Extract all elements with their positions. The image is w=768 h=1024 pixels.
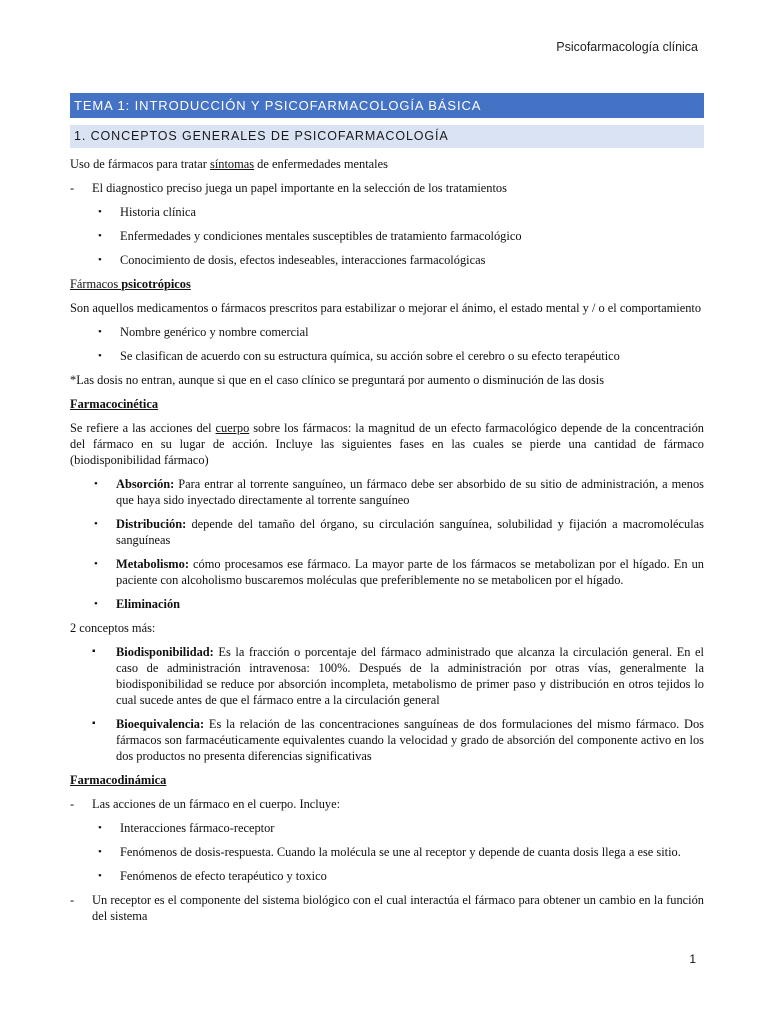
dash-marker: -	[70, 181, 75, 195]
farmacodinamica-line1	[70, 796, 704, 812]
list-item-text: Se clasifican de acuerdo con su estructura química, su acción sobre el cerebro o su efecto terapéutico	[120, 349, 620, 363]
intro-text-pre: Uso de fármacos para tratar	[70, 157, 211, 171]
list-item	[70, 348, 704, 364]
phase-item-distribucion	[70, 516, 704, 548]
psicotropicos-heading-a: Fármacos	[70, 277, 122, 291]
dash-marker: -	[70, 893, 75, 907]
intro-underlined-word: síntomas	[210, 157, 255, 171]
bullet-icon: •	[94, 518, 98, 530]
list-item-text: Conocimiento de dosis, efectos indeseables, interacciones farmacológicas	[120, 253, 486, 267]
farmacodinamica-line2	[70, 892, 704, 924]
phase-term: Eliminación	[116, 597, 181, 611]
phase-term: Distribución:	[116, 517, 187, 531]
list-item-text: Fenómenos de dosis-respuesta. Cuando la molécula se une al receptor y depende de cuanta dosis llega a ese sitio.	[120, 845, 681, 859]
list-item	[70, 820, 704, 836]
farmacodinamica-heading-text: Farmacodinámica	[70, 773, 167, 787]
bullet-icon: •	[94, 478, 98, 490]
list-item-text: Fenómenos de efecto terapéutico y toxico	[120, 869, 327, 883]
bullet-icon: •	[98, 254, 102, 266]
concept-text: Es la fracción o porcentaje del fármaco administrado que alcanza la circulación general. En el caso de administración intravenosa: 100%. Después de la administración por otras vías, generalmente la biodisponibilidad se reduce por absorción incompleta, metabolismo de primer paso y distribución en otros tejidos lo cual sucede antes de que el fármaco entre a la circulación general	[116, 645, 704, 707]
phase-text: Para entrar al torrente sanguíneo, un fármaco debe ser absorbido de su sitio de administración, a menos que haya sido inyectado directamente al torrente sanguíneo	[116, 477, 704, 507]
concept-item-bioequivalencia	[70, 716, 704, 764]
document-body	[70, 93, 704, 932]
list-item-text: Enfermedades y condiciones mentales susceptibles de tratamiento farmacológico	[120, 229, 522, 243]
list-item	[70, 324, 704, 340]
page-number: 1	[689, 952, 696, 966]
phase-text: depende del tamaño del órgano, su circulación sanguínea, solubilidad y fijación a macromoléculas sanguíneas	[116, 517, 704, 547]
bullet-icon: •	[98, 870, 102, 882]
farmacocinetica-heading	[70, 396, 704, 412]
bullet-icon: •	[94, 558, 98, 570]
psicotropicos-heading-b: psicotrópicos	[121, 277, 191, 291]
bullet-icon: •	[98, 326, 102, 338]
farmacocinetica-intro-post: sobre los fármacos: la magnitud de un efecto farmacológico depende de la concentración del fármaco en su lugar de acción. Incluye las siguientes fases en las cuales se pierde una cantidad de fármaco (biodisponibilidad fármaco)	[70, 421, 704, 467]
psicotropicos-heading	[70, 276, 704, 292]
list-item-text: Historia clínica	[120, 205, 197, 219]
farmacodinamica-heading	[70, 772, 704, 788]
concept-item-biodisponibilidad	[70, 644, 704, 708]
chapter-heading: TEMA 1: INTRODUCCIÓN Y PSICOFARMACOLOGÍA BÁSICA	[70, 93, 704, 118]
farmacocinetica-intro	[70, 420, 704, 468]
list-item-text: Interacciones fármaco-receptor	[120, 821, 275, 835]
farmacocinetica-intro-underlined: cuerpo	[215, 421, 250, 435]
bullet-icon: •	[98, 846, 102, 858]
conceptos-label: 2 conceptos más:	[70, 621, 156, 635]
document-header-title: Psicofarmacología clínica	[556, 40, 698, 54]
farmacocinetica-heading-text: Farmacocinética	[70, 397, 159, 411]
bullet-icon: •	[98, 350, 102, 362]
phase-item-eliminacion	[70, 596, 704, 612]
diagnostico-text: El diagnostico preciso juega un papel importante en la selección de los tratamientos	[92, 181, 507, 195]
list-item-text: Nombre genérico y nombre comercial	[120, 325, 309, 339]
phase-item-metabolismo	[70, 556, 704, 588]
list-item	[70, 868, 704, 884]
intro-paragraph	[70, 156, 704, 172]
bullet-icon: •	[98, 230, 102, 242]
phase-text: cómo procesamos ese fármaco. La mayor parte de los fármacos se metabolizan por el hígado. En un paciente con alcoholismo buscaremos moléculas que preferiblemente no se metabolicen por el hígado.	[116, 557, 704, 587]
section-heading: 1. CONCEPTOS GENERALES DE PSICOFARMACOLOGÍA	[70, 125, 704, 148]
bullet-icon: •	[98, 206, 102, 218]
phase-term: Metabolismo:	[116, 557, 189, 571]
farmacodinamica-line2-text: Un receptor es el componente del sistema biológico con el cual interactúa el fármaco para obtener un cambio en la función del sistema	[92, 893, 704, 923]
list-item	[70, 204, 704, 220]
concept-term: Biodisponibilidad:	[116, 645, 214, 659]
dash-marker: -	[70, 797, 75, 811]
square-bullet-icon: ▪	[92, 646, 96, 657]
bullet-icon: •	[98, 822, 102, 834]
intro-text-post: de enfermedades mentales	[254, 157, 388, 171]
list-item	[70, 252, 704, 268]
farmacodinamica-line1-text: Las acciones de un fármaco en el cuerpo. Incluye:	[92, 797, 341, 811]
farmacocinetica-intro-pre: Se refiere a las acciones del	[70, 421, 216, 435]
square-bullet-icon: ▪	[92, 718, 96, 729]
list-item	[70, 228, 704, 244]
psicotropicos-definition: Son aquellos medicamentos o fármacos prescritos para estabilizar o mejorar el ánimo, el estado mental y / o el comportamiento	[70, 301, 702, 315]
dosis-note: *Las dosis no entran, aunque si que en el caso clínico se preguntará por aumento o disminución de las dosis	[70, 373, 605, 387]
diagnostico-item	[70, 180, 704, 196]
concept-term: Bioequivalencia:	[116, 717, 205, 731]
phase-item-absorcion	[70, 476, 704, 508]
list-item	[70, 844, 704, 860]
phase-term: Absorción:	[116, 477, 175, 491]
bullet-icon: •	[94, 598, 98, 610]
concept-text: Es la relación de las concentraciones sanguíneas de dos formulaciones del mismo fármaco. Dos fármacos son farmacéuticamente equivalentes cuando la velocidad y grado de absorción del componente activo en los dos productos no presenta diferencias significativas	[116, 717, 704, 763]
